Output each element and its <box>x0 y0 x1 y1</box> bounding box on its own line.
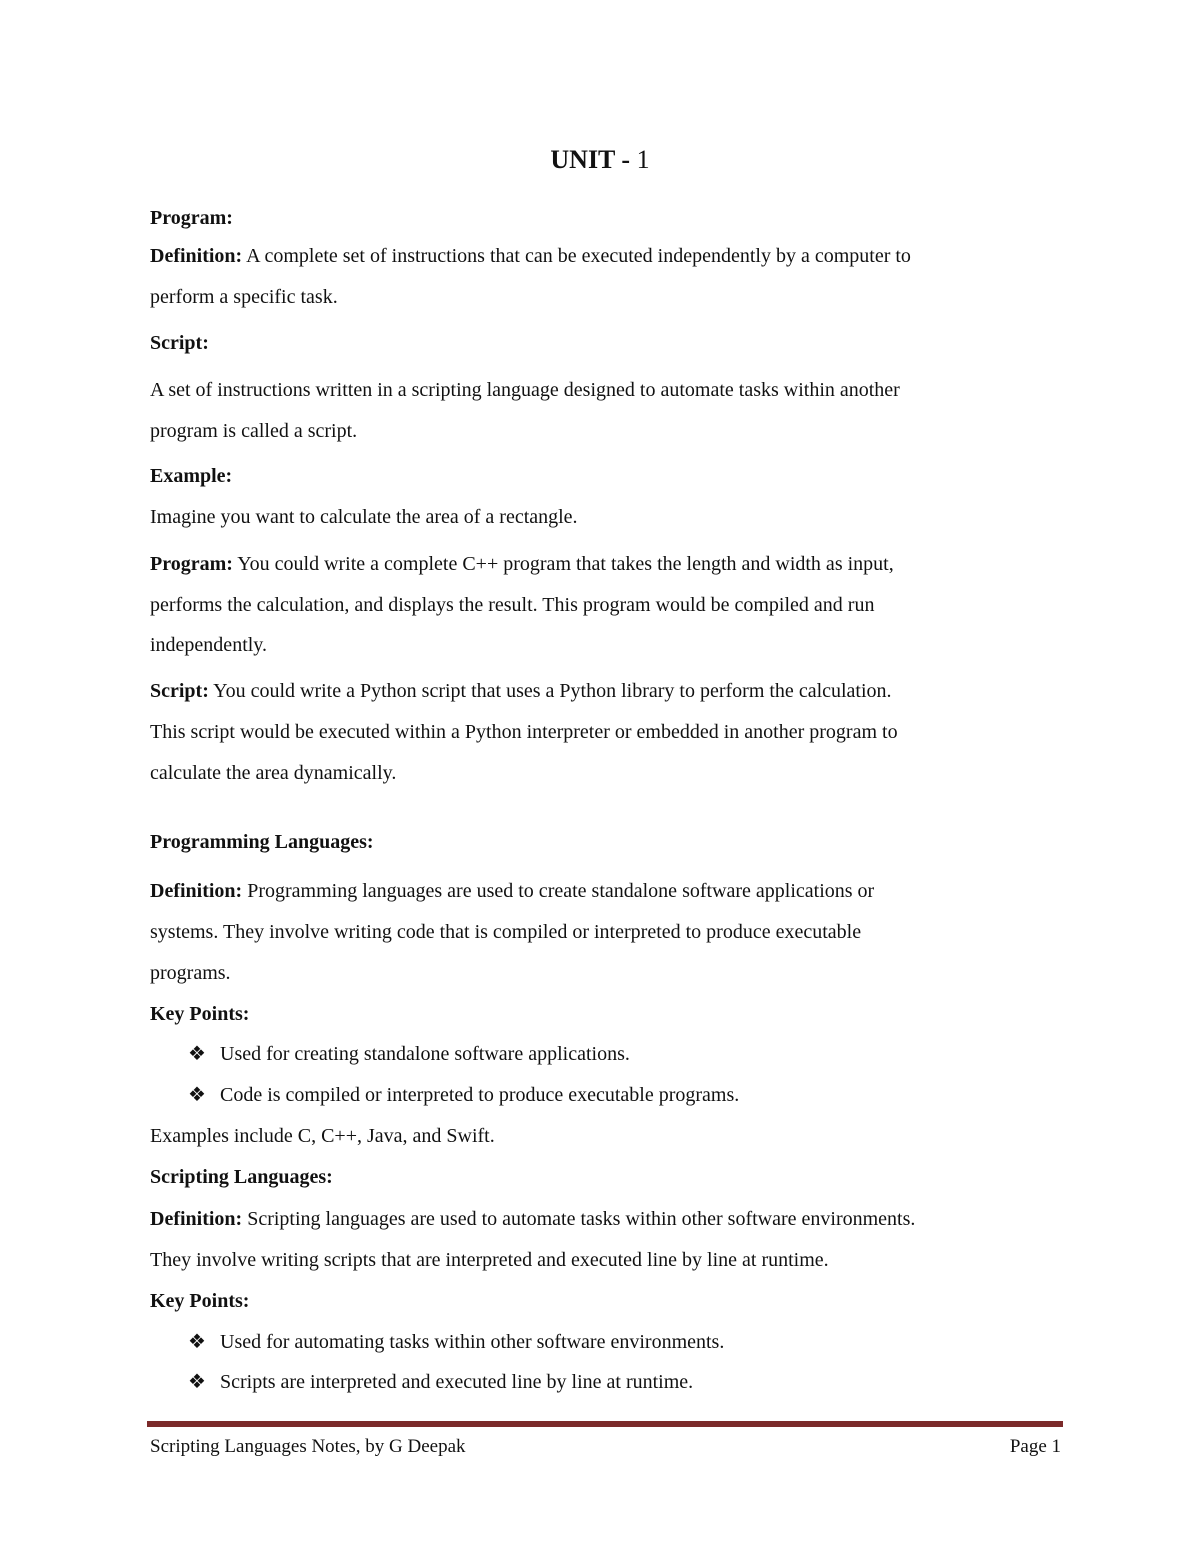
pl-key-points-heading: Key Points: <box>150 1003 250 1025</box>
pl-definition-line-1: Definition: Programming languages are used to create standalone software applications or <box>150 880 875 902</box>
sl-key-point: Scripts are interpreted and executed line by line at runtime. <box>220 1371 694 1393</box>
program-heading: Program: <box>150 207 233 229</box>
title-text: UNIT - <box>550 145 637 174</box>
bullet-icon: ❖ <box>188 1371 206 1393</box>
pl-key-point: Used for creating standalone software applications. <box>220 1043 630 1065</box>
page-title <box>0 145 1200 175</box>
example-program-line-3: independently. <box>150 634 268 656</box>
sl-definition-line-1: Definition: Scripting languages are used to automate tasks within other software environments. <box>150 1208 916 1230</box>
scripting-languages-heading: Scripting Languages: <box>150 1166 333 1188</box>
program-definition-line-1: Definition: A complete set of instructions that can be executed independently by a computer to <box>150 245 911 267</box>
example-intro: Imagine you want to calculate the area of a rectangle. <box>150 506 578 528</box>
sl-key-point: Used for automating tasks within other software environments. <box>220 1331 725 1353</box>
example-script-line-3: calculate the area dynamically. <box>150 762 397 784</box>
definition-label: Definition: <box>150 1208 243 1230</box>
pl-definition-line-3: programs. <box>150 962 231 984</box>
script-heading: Script: <box>150 332 209 354</box>
sl-definition-line-2: They involve writing scripts that are interpreted and executed line by line at runtime. <box>150 1249 829 1271</box>
definition-label: Definition: <box>150 245 243 267</box>
footer-title: Scripting Languages Notes, by G Deepak <box>150 1436 466 1457</box>
example-program-line-1: Program: You could write a complete C++ program that takes the length and width as input, <box>150 553 894 575</box>
pl-examples: Examples include C, C++, Java, and Swift. <box>150 1125 495 1147</box>
pl-key-point: Code is compiled or interpreted to produce executable programs. <box>220 1084 740 1106</box>
example-script-line-2: This script would be executed within a Python interpreter or embedded in another program to <box>150 721 898 743</box>
script-line-2: program is called a script. <box>150 420 358 442</box>
title-number: 1 <box>636 145 650 174</box>
page-number: Page 1 <box>1009 1436 1061 1457</box>
sl-key-points-heading: Key Points: <box>150 1290 250 1312</box>
bullet-icon: ❖ <box>188 1331 206 1353</box>
example-script-line-1: Script: You could write a Python script that uses a Python library to perform the calculation. <box>150 680 892 702</box>
programming-languages-heading: Programming Languages: <box>150 831 374 853</box>
program-definition-line-2: perform a specific task. <box>150 286 338 308</box>
example-heading: Example: <box>150 465 233 487</box>
pl-definition-line-2: systems. They involve writing code that is compiled or interpreted to produce executable <box>150 921 862 943</box>
footer-rule <box>147 1421 1063 1427</box>
program-label: Program: <box>150 553 233 575</box>
script-line-1: A set of instructions written in a scripting language designed to automate tasks within another <box>150 379 900 401</box>
bullet-icon: ❖ <box>188 1084 206 1106</box>
bullet-icon: ❖ <box>188 1043 206 1065</box>
example-program-line-2: performs the calculation, and displays the result. This program would be compiled and run <box>150 594 875 616</box>
definition-label: Definition: <box>150 880 243 902</box>
script-label: Script: <box>150 680 209 702</box>
